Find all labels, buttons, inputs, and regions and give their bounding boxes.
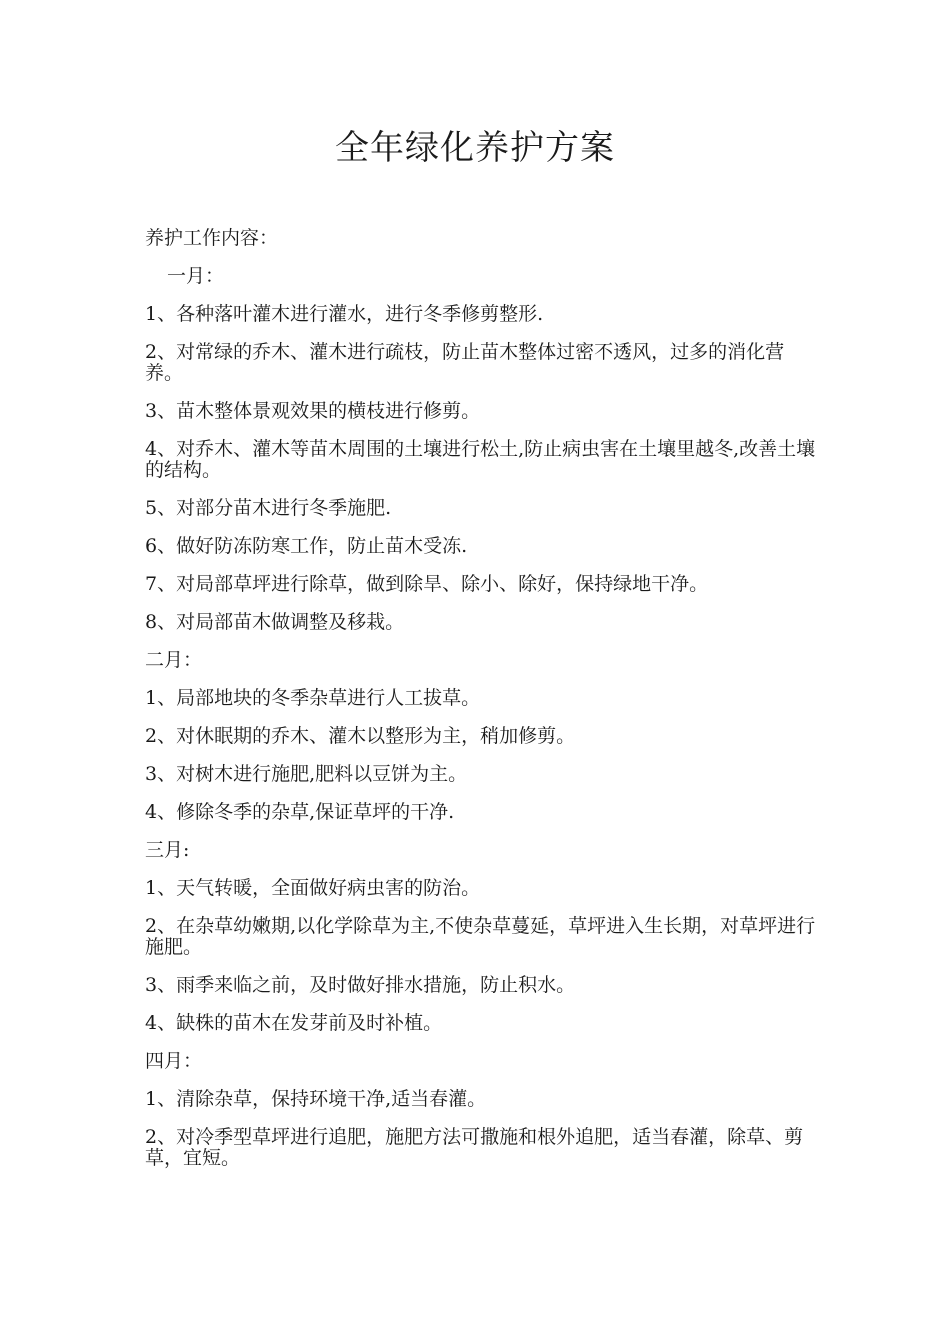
paragraph: 一月： xyxy=(167,265,225,287)
paragraph: 3、雨季来临之前，及时做好排水措施，防止积水。 xyxy=(145,974,576,996)
paragraph: 4、修除冬季的杂草,保证草坪的干净. xyxy=(145,801,455,823)
paragraph: 2、对冷季型草坪进行追肥，施肥方法可撒施和根外追肥，适当春灌，除草、剪草，宜短。 xyxy=(145,1126,804,1169)
paragraph: 4、对乔木、灌木等苗木周围的土壤进行松土,防止病虫害在土壤里越冬,改善土壤的结构。 xyxy=(145,438,816,481)
paragraph: 3、苗木整体景观效果的横枝进行修剪。 xyxy=(145,400,481,422)
document-body xyxy=(145,228,817,1186)
paragraph: 1、局部地块的冬季杂草进行人工拔草。 xyxy=(145,687,481,709)
paragraph: 2、对常绿的乔木、灌木进行疏枝，防止苗木整体过密不透风，过多的消化营养。 xyxy=(145,341,785,384)
document-title: 全年绿化养护方案 xyxy=(335,128,615,168)
paragraph: 4、缺株的苗木在发芽前及时补植。 xyxy=(145,1012,443,1034)
paragraph: 1、清除杂草，保持环境干净,适当春灌。 xyxy=(145,1088,487,1110)
paragraph: 1、天气转暖，全面做好病虫害的防治。 xyxy=(145,877,481,899)
paragraph: 养护工作内容： xyxy=(145,227,279,249)
paragraph: 2、对休眠期的乔木、灌木以整形为主，稍加修剪。 xyxy=(145,725,576,747)
paragraph: 6、做好防冻防寒工作，防止苗木受冻. xyxy=(145,535,468,557)
paragraph: 8、对局部苗木做调整及移栽。 xyxy=(145,611,405,633)
paragraph: 7、对局部草坪进行除草，做到除旱、除小、除好，保持绿地干净。 xyxy=(145,573,709,595)
paragraph: 1、各种落叶灌木进行灌水，进行冬季修剪整形. xyxy=(145,303,544,325)
paragraph: 5、对部分苗木进行冬季施肥. xyxy=(145,497,392,519)
paragraph: 三月: xyxy=(145,839,190,861)
paragraph: 3、对树木进行施肥,肥料以豆饼为主。 xyxy=(145,763,468,785)
paragraph: 二月： xyxy=(145,649,203,671)
paragraph: 四月： xyxy=(145,1050,203,1072)
paragraph: 2、在杂草幼嫩期,以化学除草为主,不使杂草蔓延，草坪进入生长期，对草坪进行施肥。 xyxy=(145,915,816,958)
